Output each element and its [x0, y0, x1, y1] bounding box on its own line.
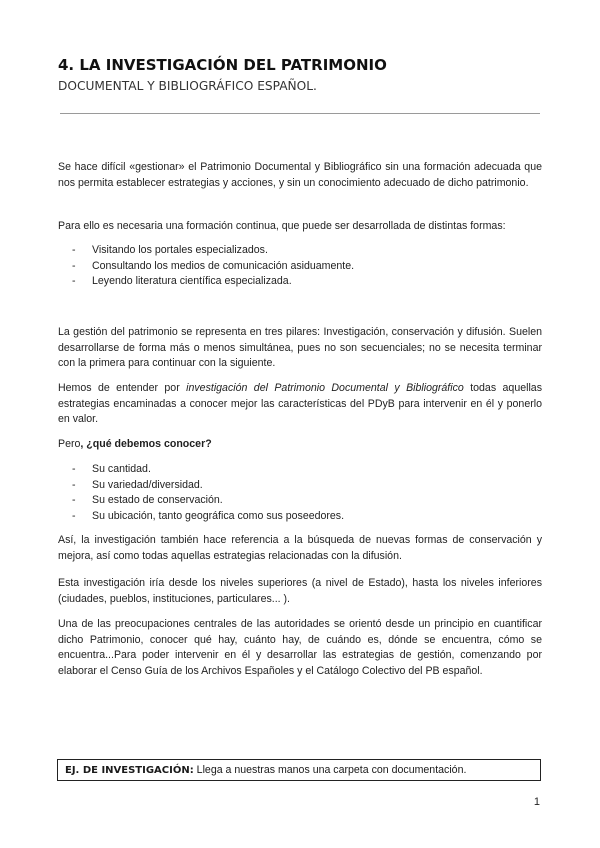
divider — [60, 113, 540, 114]
paragraph-pilares: La gestión del patrimonio se representa en tres pilares: Investigación, conservación y difusión. Suelen desarrollarse de forma más o menos simultánea, pues no son secuenciales; no se necesita terminar con la primera para continuar con la siguiente. — [58, 326, 542, 370]
paragraph-preocupaciones: Una de las preocupaciones centrales de las autoridades se orientó desde un principio en cuantificar dicho Patrimonio, conocer qué hay, cuánto hay, de cuándo es, dónde se encuentra, cómo se encuentra...Para poder intervenir en él y desarrollar las estrategias de gestión, comenzando por elaborar el Censo Guía de los Archivos Españoles y el Catálogo Colectivo del PB español. — [58, 618, 542, 677]
emphasis-term: investigación del Patrimonio Documental y Bibliográfico — [186, 382, 464, 394]
list-item: - Consultando los medios de comunicación asiduamente. — [72, 259, 354, 275]
paragraph-niveles: Esta investigación iría desde los niveles superiores (a nivel de Estado), hasta los niveles inferiores (ciudades, pueblos, instituciones, particulares... ). — [58, 577, 542, 605]
question-bold: , ¿qué debemos conocer? — [80, 438, 212, 450]
paragraph-formacion: Para ello es necesaria una formación continua, que puede ser desarrollada de distintas formas: — [58, 220, 506, 232]
list-item: - Visitando los portales especializados. — [72, 243, 354, 259]
paragraph-intro: Se hace difícil «gestionar» el Patrimonio Documental y Bibliográfico sin una formación adecuada que nos permita establecer estrategias y acciones, y sin un conocimiento adecuado de dicho patrimonio. — [58, 161, 542, 189]
paragraph-pregunta: Pero, ¿qué debemos conocer? — [58, 438, 212, 450]
example-box — [57, 759, 541, 781]
paragraph-difusion: Así, la investigación también hace referencia a la búsqueda de nuevas formas de conservación y mejora, así como todas aquellas estrategias relacionadas con la difusión. — [58, 534, 542, 562]
list-item: - Su cantidad. — [72, 462, 344, 478]
page-number: 1 — [533, 796, 540, 808]
list-item: - Su variedad/diversidad. — [72, 478, 344, 494]
section-title: 4. LA INVESTIGACIÓN DEL PATRIMONIO — [58, 56, 387, 74]
list-conocer — [72, 462, 344, 524]
paragraph-definicion: Hemos de entender por investigación del Patrimonio Documental y Bibliográfico todas aquellas estrategias encaminadas a conocer mejor las características del PDyB para intervenir en él y ponerlo en valor. — [58, 382, 542, 426]
list-item: - Su estado de conservación. — [72, 493, 344, 509]
list-item: - Su ubicación, tanto geográfica como sus poseedores. — [72, 509, 344, 525]
list-formacion — [72, 243, 354, 290]
section-subtitle: DOCUMENTAL Y BIBLIOGRÁFICO ESPAÑOL. — [58, 79, 317, 93]
example-text: Llega a nuestras manos una carpeta con documentación. — [193, 764, 467, 776]
list-item: - Leyendo literatura científica especializada. — [72, 274, 354, 290]
example-label: EJ. DE INVESTIGACIÓN: — [65, 765, 194, 776]
